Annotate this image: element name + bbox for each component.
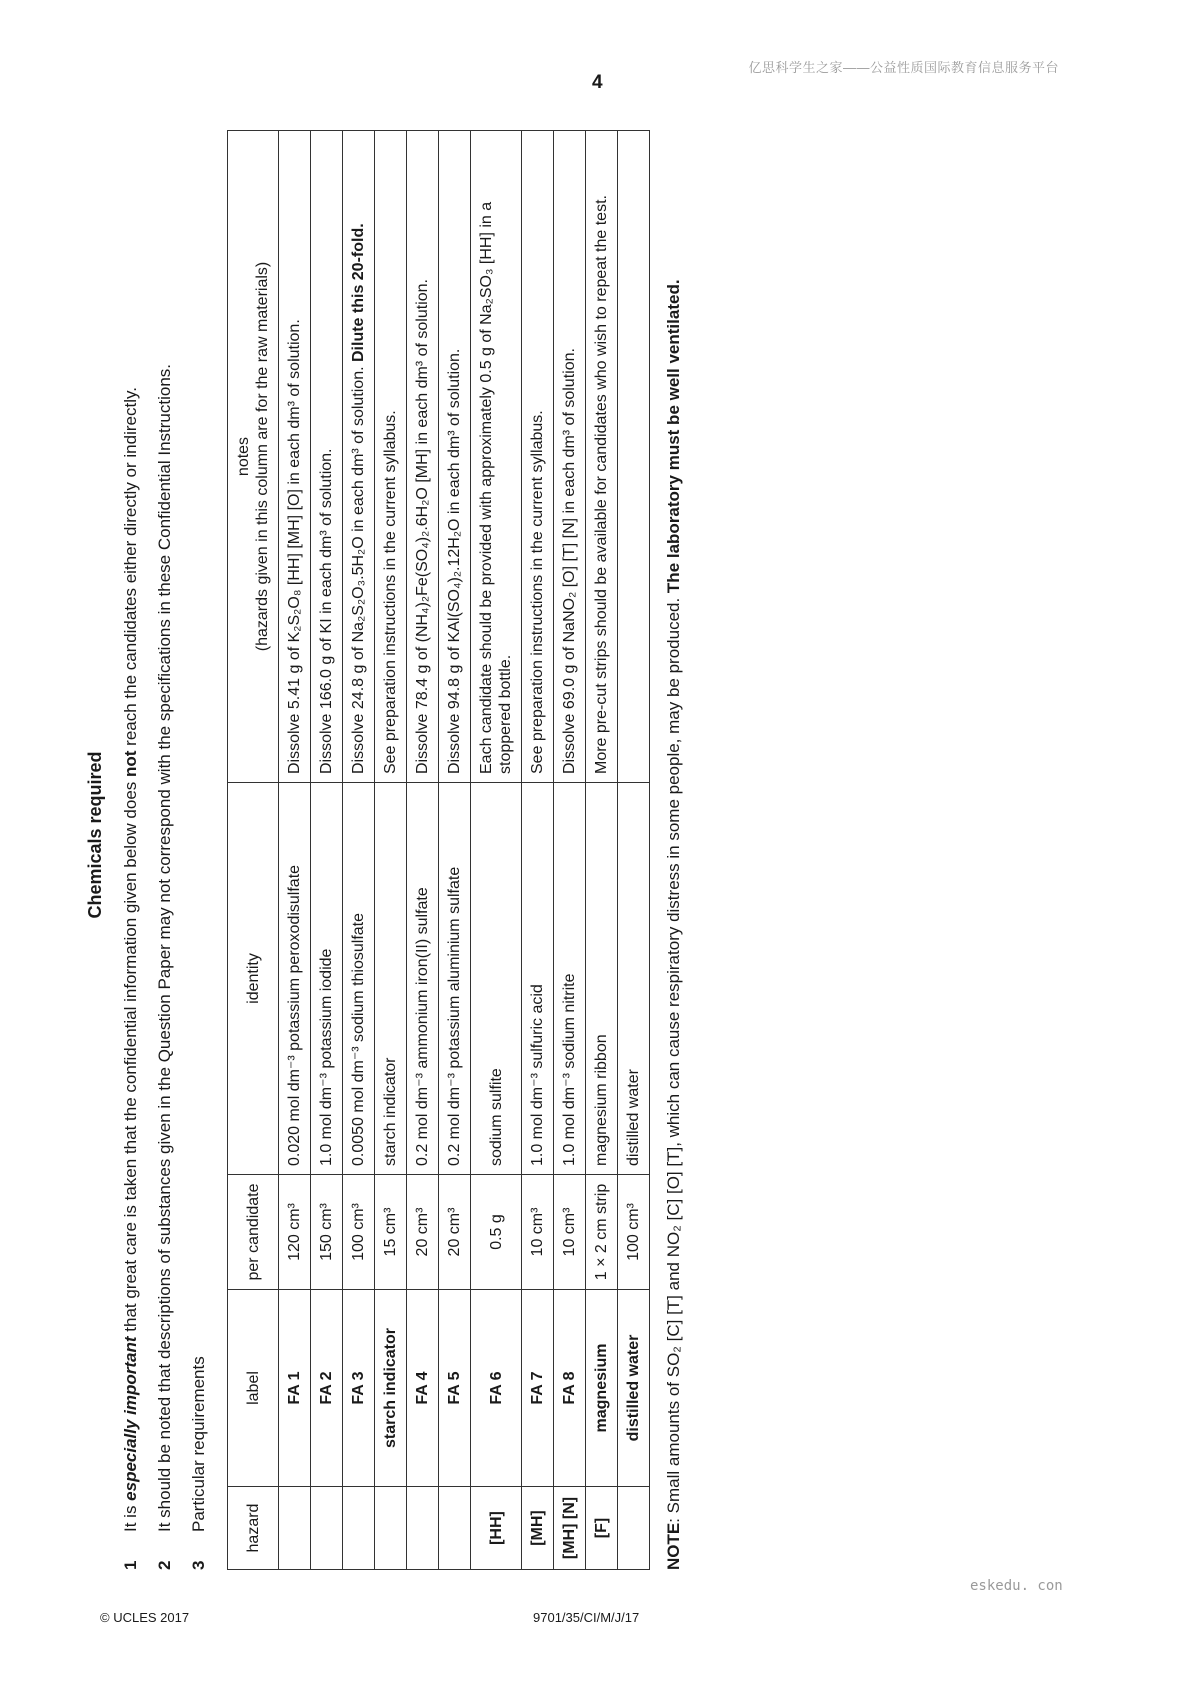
note-label: NOTE <box>664 1522 683 1570</box>
cell-identity: 1.0 mol dm⁻³ potassium iodide <box>311 783 343 1175</box>
cell-identity: starch indicator <box>375 783 407 1175</box>
cell-label: FA 2 <box>311 1290 343 1487</box>
cell-hazard: [MH] [N] <box>554 1487 586 1570</box>
cell-label: distilled water <box>618 1290 650 1487</box>
cell-hazard: [HH] <box>471 1487 522 1570</box>
cell-per: 100 cm³ <box>343 1175 375 1290</box>
table-row <box>407 131 439 1570</box>
item-number: 3 <box>189 1560 208 1570</box>
cell-identity: distilled water <box>618 783 650 1175</box>
cell-hazard <box>311 1487 343 1570</box>
watermark-bottom: eskedu. con <box>970 1578 1063 1594</box>
item-number: 2 <box>155 1560 174 1570</box>
chemicals-table <box>227 130 650 1570</box>
cell-notes: See preparation instructions in the current syllabus. <box>522 131 554 783</box>
table-row <box>311 131 343 1570</box>
instruction-3 <box>189 100 209 1570</box>
footer-code: 9701/35/CI/M/J/17 <box>533 1610 640 1625</box>
cell-hazard <box>279 1487 311 1570</box>
table-row <box>471 131 522 1570</box>
header-notes <box>228 131 279 783</box>
cell-label: FA 3 <box>343 1290 375 1487</box>
cell-per: 120 cm³ <box>279 1175 311 1290</box>
instruction-2 <box>155 100 175 1570</box>
emphasis-text: especially important <box>121 1336 140 1501</box>
notes-bold: Dilute this 20-fold. <box>350 223 367 367</box>
cell-identity: 0.2 mol dm⁻³ potassium aluminium sulfate <box>439 783 471 1175</box>
watermark-top: 亿思科学生之家——公益性质国际教育信息服务平台 <box>748 60 1059 75</box>
cell-label: starch indicator <box>375 1290 407 1487</box>
cell-notes <box>343 131 375 783</box>
note-bold: The laboratory must be well ventilated. <box>664 279 683 594</box>
table-row <box>439 131 471 1570</box>
text-part: that great care is taken that the confidential information given below does <box>121 776 140 1337</box>
cell-identity: 1.0 mol dm⁻³ sodium nitrite <box>554 783 586 1175</box>
notes-text: Dissolve 24.8 g of Na₂S₂O₃.5H₂O in each dm³ of solution. <box>350 366 367 774</box>
rotated-content <box>85 100 1065 1570</box>
cell-notes: Dissolve 69.0 g of NaNO₂ [O] [T] [N] in each dm³ of solution. <box>554 131 586 783</box>
cell-label: FA 6 <box>471 1290 522 1487</box>
cell-identity: 0.020 mol dm⁻³ potassium peroxodisulfate <box>279 783 311 1175</box>
cell-per: 0.5 g <box>471 1175 522 1290</box>
table-row <box>554 131 586 1570</box>
ventilation-note <box>664 100 684 1570</box>
bold-not: not <box>121 750 140 777</box>
table-row <box>586 131 618 1570</box>
cell-identity: 0.2 mol dm⁻³ ammonium iron(II) sulfate <box>407 783 439 1175</box>
table-header-row <box>228 131 279 1570</box>
header-hazard: hazard <box>228 1487 279 1570</box>
cell-label: FA 7 <box>522 1290 554 1487</box>
cell-hazard <box>439 1487 471 1570</box>
section-heading: Chemicals required <box>85 751 105 919</box>
header-identity: identity <box>228 783 279 1175</box>
cell-hazard <box>375 1487 407 1570</box>
instruction-1 <box>121 100 141 1570</box>
table-row <box>279 131 311 1570</box>
header-notes-sub: (hazards given in this column are for the raw materials) <box>254 261 271 652</box>
cell-hazard <box>343 1487 375 1570</box>
table-row <box>343 131 375 1570</box>
cell-hazard <box>618 1487 650 1570</box>
cell-per: 20 cm³ <box>439 1175 471 1290</box>
cell-hazard: [F] <box>586 1487 618 1570</box>
cell-label: FA 8 <box>554 1290 586 1487</box>
table-row <box>522 131 554 1570</box>
cell-hazard <box>407 1487 439 1570</box>
cell-identity: 0.0050 mol dm⁻³ sodium thiosulfate <box>343 783 375 1175</box>
cell-notes <box>618 131 650 783</box>
cell-per: 15 cm³ <box>375 1175 407 1290</box>
item-number: 1 <box>121 1560 140 1570</box>
cell-label: FA 1 <box>279 1290 311 1487</box>
text-part: reach the candidates either directly or indirectly. <box>121 387 140 751</box>
cell-per: 20 cm³ <box>407 1175 439 1290</box>
cell-hazard: [MH] <box>522 1487 554 1570</box>
text-part: It is <box>121 1500 140 1532</box>
header-notes-title: notes <box>235 436 252 477</box>
item-text: It should be noted that descriptions of substances given in the Question Paper may not correspond with the specifications in these Confidential Instructions. <box>155 363 174 1532</box>
cell-identity: magnesium ribbon <box>586 783 618 1175</box>
cell-notes: Dissolve 166.0 g of KI in each dm³ of solution. <box>311 131 343 783</box>
cell-per: 10 cm³ <box>522 1175 554 1290</box>
table-row <box>618 131 650 1570</box>
cell-notes: More pre-cut strips should be available for candidates who wish to repeat the test. <box>586 131 618 783</box>
cell-notes: See preparation instructions in the current syllabus. <box>375 131 407 783</box>
cell-identity: sodium sulfite <box>471 783 522 1175</box>
table-row <box>375 131 407 1570</box>
cell-notes: Dissolve 78.4 g of (NH₄)₂Fe(SO₄)₂.6H₂O [MH] in each dm³ of solution. <box>407 131 439 783</box>
cell-label: FA 5 <box>439 1290 471 1487</box>
item-text: Particular requirements <box>189 1356 208 1532</box>
footer-copyright: © UCLES 2017 <box>100 1610 190 1625</box>
cell-notes: Each candidate should be provided with approximately 0.5 g of Na₂SO₃ [HH] in a stoppered bottle. <box>471 131 522 783</box>
cell-notes: Dissolve 5.41 g of K₂S₂O₈ [HH] [MH] [O] in each dm³ of solution. <box>279 131 311 783</box>
cell-label: magnesium <box>586 1290 618 1487</box>
page-number: 4 <box>592 72 603 93</box>
cell-identity: 1.0 mol dm⁻³ sulfuric acid <box>522 783 554 1175</box>
header-per-candidate: per candidate <box>228 1175 279 1290</box>
item-text <box>121 100 141 1532</box>
header-label: label <box>228 1290 279 1487</box>
note-text <box>664 100 684 1523</box>
cell-label: FA 4 <box>407 1290 439 1487</box>
cell-per: 10 cm³ <box>554 1175 586 1290</box>
note-body: : Small amounts of SO₂ [C] [T] and NO₂ [C] [O] [T], which can cause respiratory distress in some people, may be produced. <box>664 593 683 1523</box>
cell-per: 150 cm³ <box>311 1175 343 1290</box>
cell-per: 100 cm³ <box>618 1175 650 1290</box>
cell-per: 1 × 2 cm strip <box>586 1175 618 1290</box>
cell-notes: Dissolve 94.8 g of KAl(SO₄)₂.12H₂O in each dm³ of solution. <box>439 131 471 783</box>
